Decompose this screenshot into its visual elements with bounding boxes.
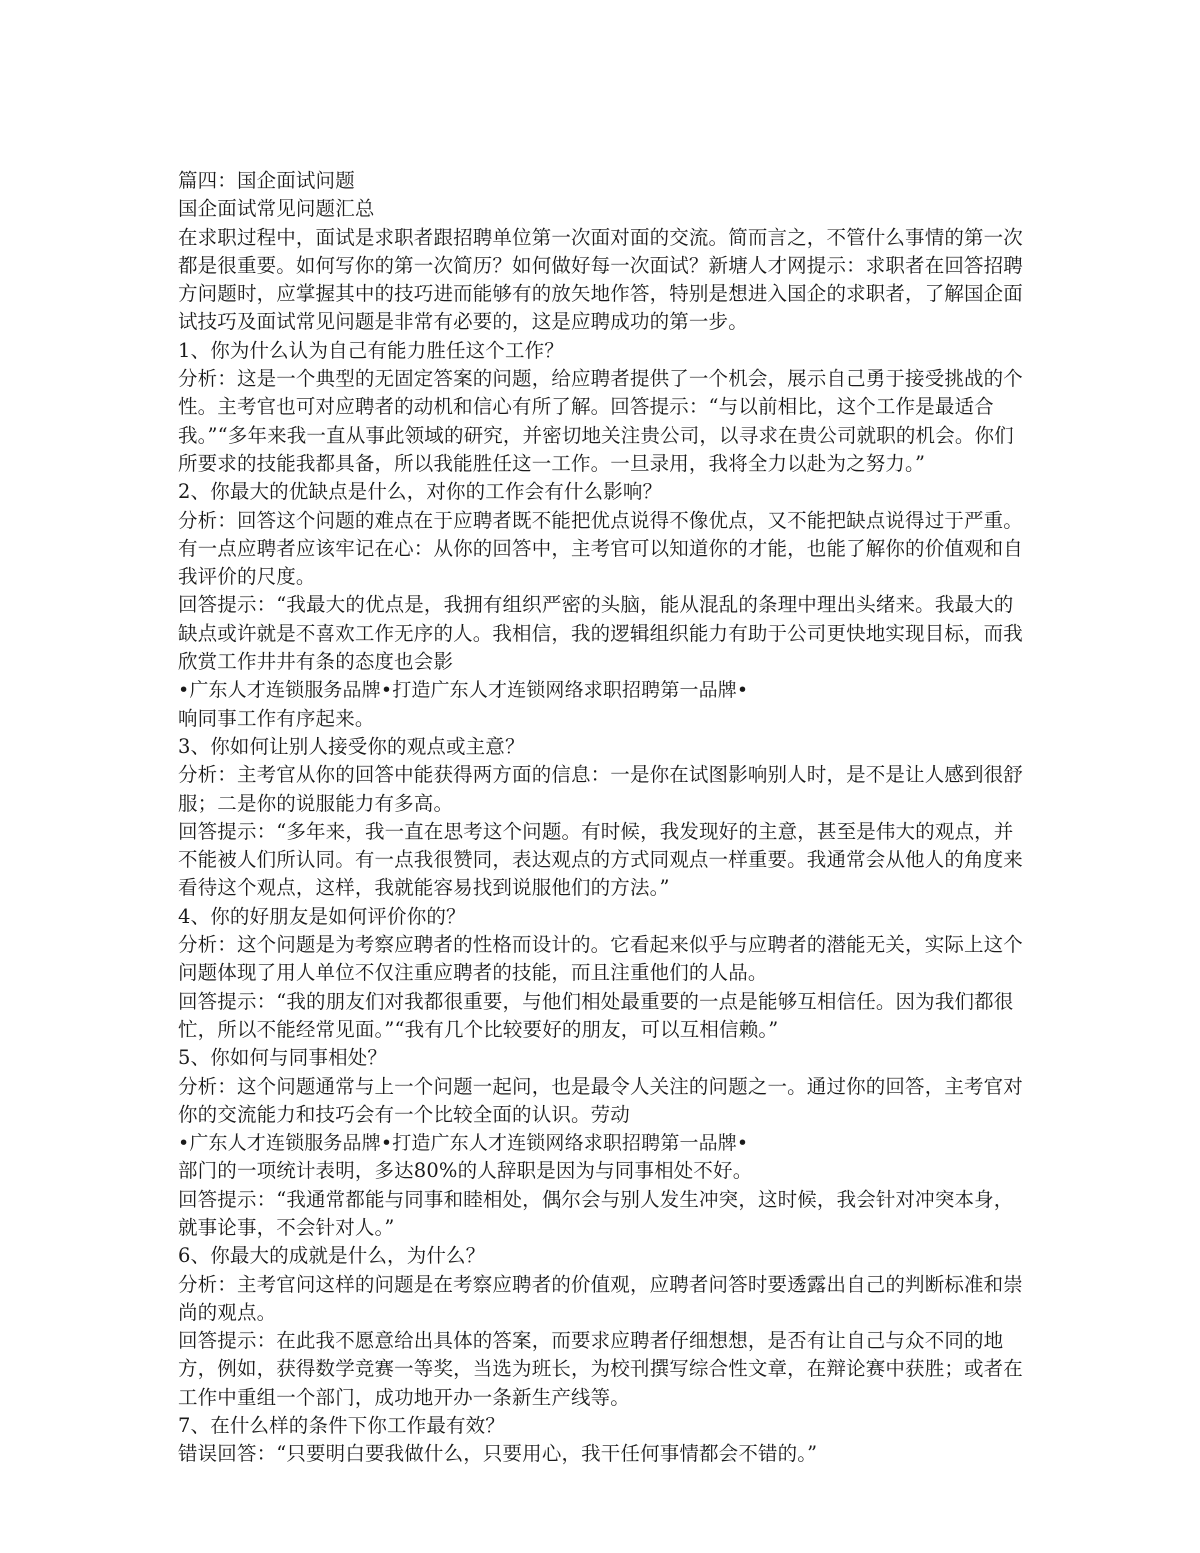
wrong-answer-7: 错误回答：“只要明白要我做什么，只要用心，我干任何事情都会不错的。”: [178, 1442, 818, 1466]
answer-hint-2: 回答提示：“我最大的优点是，我拥有组织严密的头脑，能从混乱的条理中理出头绪来。我最大的缺点或许就是不喜欢工作无序的人。我相信，我的逻辑组织能力有助于公司更快地实现目标，而我欣赏工作井井有条的态度也会影: [178, 593, 1023, 674]
question-7: 7、在什么样的条件下你工作最有效？: [178, 1414, 505, 1438]
answer-hint-4: 回答提示：“我的朋友们对我都很重要，与他们相处最重要的一点是能够互相信任。因为我们都很忙，所以不能经常见面。”“我有几个比较要好的朋友，可以互相信赖。”: [178, 989, 1014, 1041]
analysis-5: 分析：这个问题通常与上一个问题一起问，也是最令人关注的问题之一。通过你的回答，主考官对你的交流能力和技巧会有一个比较全面的认识。劳动: [178, 1074, 1023, 1126]
brand-banner: •广东人才连锁服务品牌•打造广东人才连锁网络求职招聘第一品牌•: [178, 679, 749, 702]
analysis-4: 分析：这个问题是为考察应聘者的性格而设计的。它看起来似乎与应聘者的潜能无关，实际上这个问题体现了用人单位不仅注重应聘者的技能，而且注重他们的人品。: [178, 933, 1023, 985]
analysis-5-continued: 部门的一项统计表明，多达80%的人辞职是因为与同事相处不好。: [178, 1159, 753, 1183]
analysis-3: 分析：主考官从你的回答中能获得两方面的信息：一是你在试图影响别人时，是不是让人感到很舒服；二是你的说服能力有多高。: [178, 763, 1023, 815]
question-4: 4、你的好朋友是如何评价你的？: [178, 904, 466, 928]
answer-hint-6: 回答提示：在此我不愿意给出具体的答案，而要求应聘者仔细想想，是否有让自己与众不同的地方，例如，获得数学竞赛一等奖，当选为班长，为校刊撰写综合性文章，在辩论赛中获胜；或者在工作中重组一个部门，成功地开办一条新生产线等。: [178, 1329, 1023, 1409]
answer-hint-2-continued: 响同事工作有序起来。: [178, 706, 375, 730]
answer-hint-5: 回答提示：“我通常都能与同事和睦相处，偶尔会与别人发生冲突，这时候，我会针对冲突本身，就事论事，不会针对人。”: [178, 1187, 1014, 1239]
document-heading: 篇四：国企面试问题: [178, 169, 355, 192]
answer-hint-3: 回答提示：“多年来，我一直在思考这个问题。有时候，我发现好的主意，甚至是伟大的观点，并不能被人们所认同。有一点我很赞同，表达观点的方式同观点一样重要。我通常会从他人的角度来看待这个观点，这样，我就能容易找到说服他们的方法。”: [178, 819, 1023, 900]
document-body: [178, 167, 1026, 1469]
analysis-2: 分析：回答这个问题的难点在于应聘者既不能把优点说得不像优点，又不能把缺点说得过于严重。有一点应聘者应该牢记在心：从你的回答中，主考官可以知道你的才能，也能了解你的价值观和自我评价的尺度。: [178, 508, 1023, 589]
analysis-6: 分析：主考官问这样的问题是在考察应聘者的价值观，应聘者问答时要透露出自己的判断标准和崇尚的观点。: [178, 1272, 1023, 1324]
question-1: 1、你为什么认为自己有能力胜任这个工作？: [178, 338, 564, 362]
document-subheading: 国企面试常见问题汇总: [178, 197, 375, 221]
question-3: 3、你如何让别人接受你的观点或主意？: [178, 734, 525, 758]
question-6: 6、你最大的成就是什么，为什么？: [178, 1244, 486, 1268]
question-2: 2、你最大的优缺点是什么，对你的工作会有什么影响？: [178, 480, 663, 504]
brand-banner: •广东人才连锁服务品牌•打造广东人才连锁网络求职招聘第一品牌•: [178, 1132, 749, 1155]
intro-paragraph: 在求职过程中，面试是求职者跟招聘单位第一次面对面的交流。简而言之，不管什么事情的第一次都是很重要。如何写你的第一次简历？如何做好每一次面试？新塘人才网提示：求职者在回答招聘方问题时，应掌握其中的技巧进而能够有的放矢地作答，特别是想进入国企的求职者，了解国企面试技巧及面试常见问题是非常有必要的，这是应聘成功的第一步。: [178, 225, 1023, 334]
analysis-1: 分析：这是一个典型的无固定答案的问题，给应聘者提供了一个机会，展示自己勇于接受挑战的个性。主考官也可对应聘者的动机和信心有所了解。回答提示：“与以前相比，这个工作是最适合我。”“多年来我一直从事此领域的研究，并密切地关注贵公司，以寻求在贵公司就职的机会。你们所要求的技能我都具备，所以我能胜任这一工作。一旦录用，我将全力以赴为之努力。”: [178, 367, 1023, 475]
question-5: 5、你如何与同事相处？: [178, 1046, 388, 1070]
